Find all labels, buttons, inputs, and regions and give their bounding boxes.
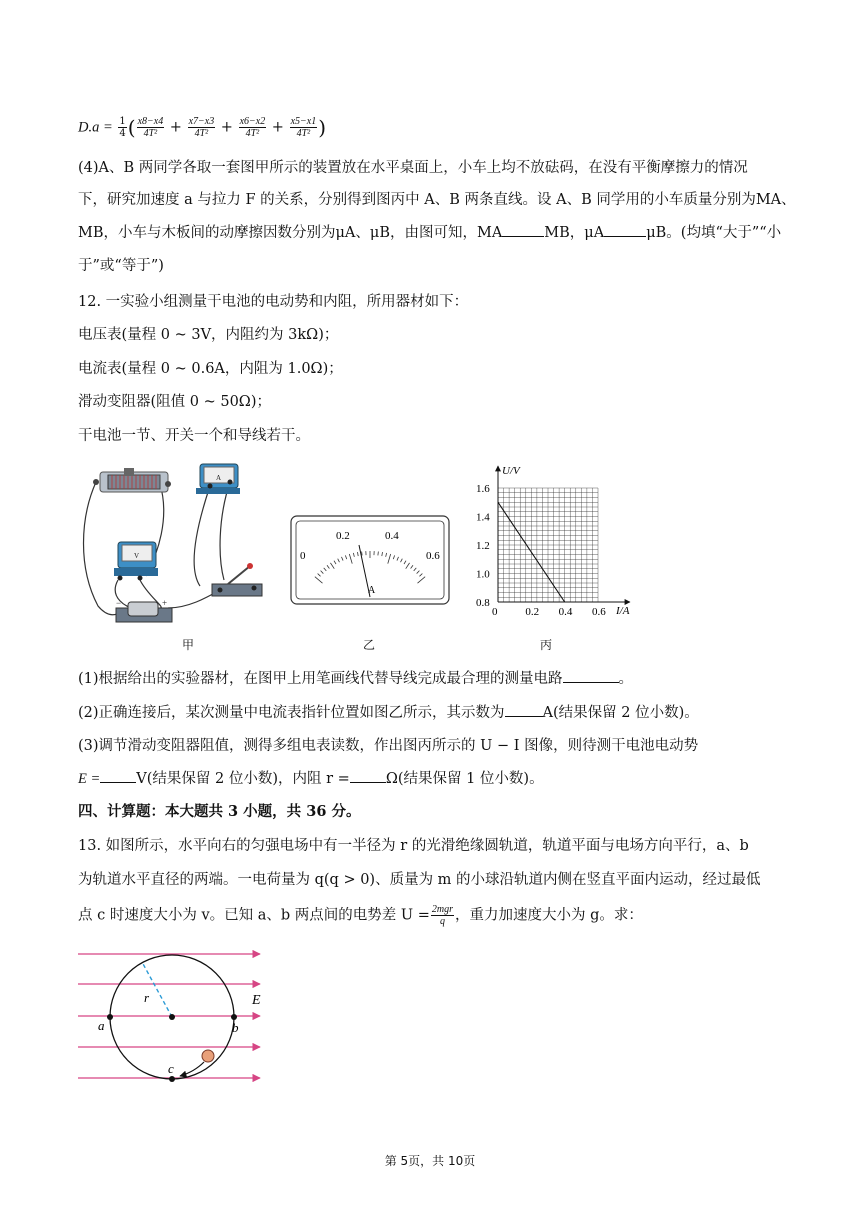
- ball-icon: [202, 1050, 214, 1062]
- answer-blank[interactable]: [604, 222, 646, 237]
- x-axis-label: I/A: [616, 605, 630, 617]
- dial-tick-label: 0.4: [385, 530, 399, 542]
- q12-sub1: (1)根据给出的实验器材，在图甲上用笔画线代替导线完成最合理的测量电路 。: [78, 668, 633, 689]
- q12-title: 12. 一实验小组测量干电池的电动势和内阻，所用器材如下：: [78, 294, 469, 310]
- svg-text:A: A: [216, 474, 222, 482]
- figure-bing-ui-graph: [470, 462, 640, 622]
- page-footer: 第 5页，共 10页: [384, 1154, 476, 1168]
- y-tick-label: 1.4: [476, 511, 490, 524]
- battery-icon: [116, 598, 172, 622]
- term-fraction: $\frac{x6-x2}{\text{4T²}}$: [239, 116, 266, 139]
- option-d-formula: D.a = $\frac{1}{4}$ ( $\frac{x8-x4}{\text{4T²}}$ + $\frac{x7-x3}{\text{4T²}}$ + $\frac{x6-x2}{\text{4T²}}$ + $\frac{x5-x1}{\text{4T²}}$ ): [78, 115, 327, 140]
- q13-circle-field-figure: [76, 940, 276, 1090]
- q13-line2: 为轨道水平直径的两端。一电荷量为 q(q > 0)、质量为 m 的小球沿轨道内侧在竖直平面内运动，经过最低: [78, 872, 761, 888]
- x-tick-label: 0.4: [558, 606, 573, 618]
- u-fraction: $\frac{\text{2mgr}}{q}$: [431, 904, 453, 927]
- q11-part4-line4: 于”或“等于”): [78, 258, 164, 274]
- svg-text:−: −: [116, 598, 122, 608]
- q12-sub3-line2: E = V(结果保留 2 位小数)，内阻 r = Ω(结果保留 1 位小数)。: [78, 768, 544, 789]
- answer-blank[interactable]: [350, 768, 386, 783]
- q12-item-battery: 干电池一节、开关一个和导线若干。: [78, 428, 310, 444]
- figure-label-bing: 丙: [540, 638, 553, 652]
- label-b: b: [232, 1020, 239, 1035]
- x-tick-label: 0.6: [592, 606, 606, 618]
- q13-line3: 点 c 时速度大小为 v。已知 a、b 两点间的电势差 U = $\frac{\text{2mgr}}{q}$ ，重力加速度大小为 g。求：: [78, 904, 643, 927]
- dial-tick-label: 0.2: [336, 530, 350, 542]
- label-a: a: [98, 1018, 105, 1033]
- y-tick-label: 1.2: [476, 540, 490, 552]
- term-fraction: $\frac{x7-x3}{\text{4T²}}$: [188, 116, 215, 139]
- q12-item-rheostat: 滑动变阻器(阻值 0 ~ 50Ω)；: [78, 394, 271, 410]
- coef-fraction: $\frac{1}{4}$: [119, 116, 126, 139]
- answer-blank[interactable]: [505, 702, 543, 717]
- y-tick-label: 0.8: [476, 597, 490, 609]
- svg-text:V: V: [134, 552, 140, 560]
- x-tick-label: 0: [492, 606, 498, 618]
- svg-text:+: +: [162, 598, 168, 608]
- q11-part4-line1: (4)A、B 两同学各取一套图甲所示的装置放在水平桌面上，小车上均不放砝码，在没有平衡摩擦力的情况: [78, 160, 748, 176]
- q11-part4-line3: MB，小车与木板间的动摩擦因数分别为μA、μB，由图可知，MA MB，μA μB。(均填“大于”“小: [78, 222, 781, 243]
- answer-blank[interactable]: [563, 668, 619, 683]
- q12-sub3-line1: (3)调节滑动变阻器阻值，测得多组电表读数，作出图丙所示的 U − I 图像，则待测干电池电动势: [78, 738, 699, 754]
- section4-title: 四、计算题：本大题共 3 小题，共 36 分。: [78, 803, 361, 820]
- dial-tick-label: 0.6: [426, 550, 440, 562]
- term-fraction: $\frac{x5-x1}{\text{4T²}}$: [290, 116, 317, 139]
- switch-icon: [212, 563, 262, 596]
- dial-unit: A: [368, 585, 376, 596]
- answer-blank[interactable]: [100, 768, 136, 783]
- q12-item-voltmeter: 电压表(量程 0 ~ 3V，内阻约为 3kΩ)；: [78, 327, 339, 343]
- ammeter-device-icon: [196, 464, 240, 494]
- figure-yi-ammeter-dial: [290, 515, 450, 605]
- answer-blank[interactable]: [502, 222, 544, 237]
- label-r: r: [144, 990, 150, 1005]
- figure-label-yi: 乙: [363, 638, 376, 652]
- dial-tick-label: 0: [300, 550, 306, 562]
- figure-label-jia: 甲: [182, 638, 195, 652]
- y-tick-label: 1.6: [476, 483, 490, 495]
- y-axis-label: U/V: [502, 465, 520, 477]
- figure-jia-apparatus: [78, 458, 278, 648]
- label-c: c: [168, 1061, 174, 1076]
- label-E: E: [252, 993, 261, 1008]
- q12-sub2: (2)正确连接后，某次测量中电流表指针位置如图乙所示，其示数为 A(结果保留 2 位小数)。: [78, 702, 699, 723]
- x-tick-label: 0.2: [525, 606, 540, 618]
- q12-item-ammeter: 电流表(量程 0 ~ 0.6A，内阻为 1.0Ω)；: [78, 361, 343, 377]
- q11-part4-line2: 下，研究加速度 a 与拉力 F 的关系，分别得到图丙中 A、B 两条直线。设 A、B 同学用的小车质量分别为MA、: [78, 192, 796, 208]
- q13-line1: 13. 如图所示，水平向右的匀强电场中有一半径为 r 的光滑绝缘圆轨道，轨道平面与电场方向平行，a、b: [78, 838, 749, 854]
- y-tick-label: 1.0: [476, 568, 490, 581]
- voltmeter-device-icon: [114, 542, 158, 581]
- term-fraction: $\frac{x8-x4}{\text{4T²}}$: [137, 116, 164, 139]
